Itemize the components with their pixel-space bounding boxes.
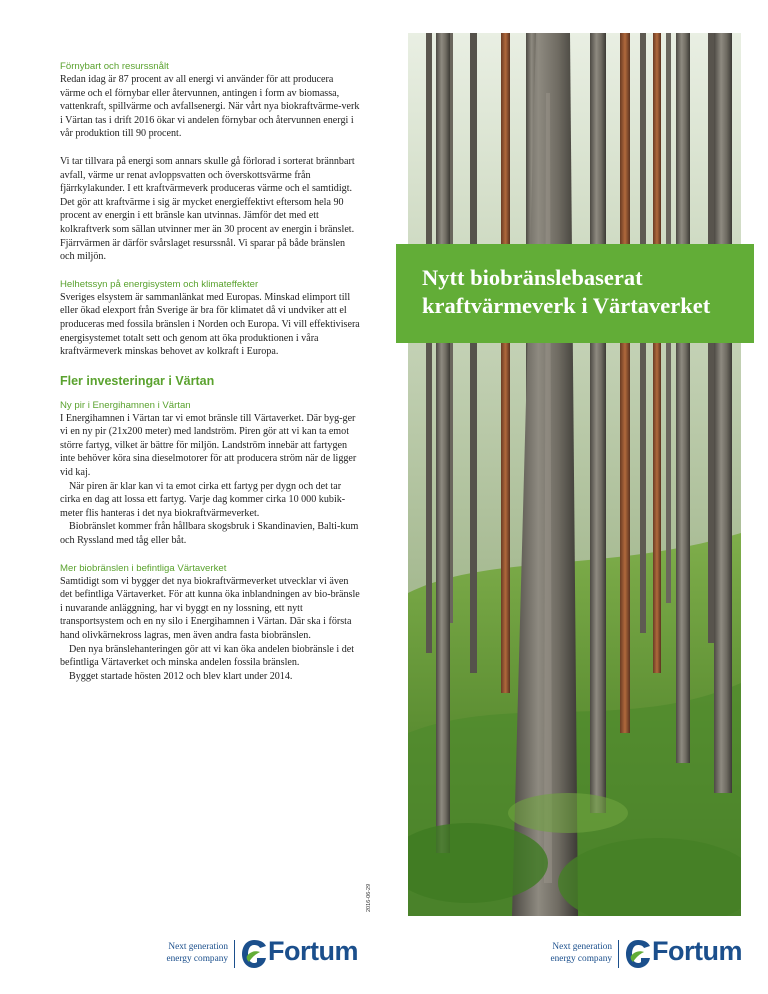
heading-fornybart: Förnybart och resurssnålt (60, 61, 169, 72)
logo-tagline (534, 941, 612, 965)
paragraph-mer-biobranslen-3: Bygget startade hösten 2012 och blev klart under 2014. (69, 670, 293, 682)
title-band (396, 244, 754, 343)
logo-divider (618, 940, 619, 968)
paragraph-ny-pir-1: I Energihamnen i Värtan tar vi emot bränsle till Värtaverket. Där byg-ger vi en ny pir (21x200 meter) med landström. Piren gör att vi kan ta emot större fartyg, vilket är bättre för miljön. Landström innebär att fartygen inte behöver köra sina dieselmotorer för att producera ström när de ligger vid kaj. (60, 412, 357, 479)
fortum-wordmark: Fortum (652, 936, 742, 966)
tagline-line-2: energy company (166, 954, 228, 964)
section-title-investeringar: Fler investeringar i Värtan (60, 373, 215, 388)
paragraph-mer-biobranslen-1: Samtidigt som vi bygger det nya biokraftvärmeverket utvecklar vi även det befintliga Värtaverket. För att kunna öka inblandningen av bio-bränsle i nuvarande anläggning, har vi byggt en ny lossning, ett nytt transportsystem och en ny silo i Energihamnen i Värtan. Där ska i första hand olivkärnekross lagras, men även andra fasta biobränslen. (60, 575, 360, 641)
heading-ny-pir: Ny pir i Energihamnen i Värtan (60, 399, 191, 411)
logo-tagline (150, 941, 228, 965)
logo-divider (234, 940, 235, 968)
paragraph-ny-pir-2: När piren är klar kan vi ta emot cirka ett fartyg per dygn och det tar cirka en dag att lossa ett fartyg. Varje dag kommer cirka 10 000 kubik-meter flis hanteras i det nya biokraftvärmeverket. (60, 480, 346, 519)
heading-mer-biobranslen: Mer biobränslen i befintliga Värtaverket (60, 562, 227, 574)
tagline-line-1: Next generation (168, 942, 228, 952)
paragraph-mer-biobranslen-2: Den nya bränslehanteringen gör att vi kan öka andelen biobränsle i det befintliga Värtaverket och minska andelen fossila bränslen. (60, 643, 355, 669)
text-column (60, 60, 360, 683)
date-stamp: 2016-06-29 (366, 883, 372, 912)
paragraph-fornybart-2: Vi tar tillvara på energi som annars skulle gå förlorad i sorterat brännbart avfall, värme ur renat avloppsvatten och överskottsvärme från fjärrkylakunder. I ett kraftvärmeverk produceras värme och el samtidigt. Det gör att kraftvärme i sig är mycket energieffektivt eftersom hela 90 procent av energin i ett bränsle kan utvinnas. Jämför det med ett kolkraftverk som sällan utvinner mer än 30 procent av energin i bränslet. Fjärrvärmen är därför svårslaget resurssnål. Vi sparar på både bränslen och miljön. (60, 155, 355, 263)
forest-photo (408, 33, 741, 916)
fortum-logo-left (150, 938, 360, 972)
fortum-mark-icon (625, 938, 651, 970)
paragraph-fornybart-1: Redan idag är 87 procent av all energi vi använder för att producera värme och el förnybar eller återvunnen, antingen i form av biomassa, vattenkraft, spillvärme och avfallsenergi. När vårt nya biokraftvärme-verk i Värtan tas i drift 2016 ökar vi andelen förnybar och återvunnen energi i vår produktion till 90 procent. (60, 74, 360, 140)
fortum-logo-right (534, 938, 744, 972)
tagline-line-1: Next generation (552, 942, 612, 952)
forest-illustration (408, 33, 741, 916)
document-title: Nytt biobränslebaserat kraftvärmeverk i Värtaverket (422, 265, 711, 318)
heading-helhetssyn: Helhetssyn på energisystem och klimateffekter (60, 278, 259, 290)
fortum-mark-icon (241, 938, 267, 970)
tagline-line-2: energy company (550, 954, 612, 964)
paragraph-helhetssyn: Sveriges elsystem är sammanlänkat med Europas. Minskad elimport till eller ökad elexport från Sverige är bra för klimatet då vi undviker att el produceras med fossila bränslen i Norden och Europa. Vi vill effektivisera energisystemet totalt sett och genom att öka produktionen i våra kraftvärmeverk minskas behovet av kolkraft i Europa. (60, 291, 360, 358)
fortum-wordmark: Fortum (268, 936, 358, 966)
paragraph-ny-pir-3: Biobränslet kommer från hållbara skogsbruk i Skandinavien, Balti-kum och Ryssland med tåg eller båt. (60, 521, 359, 547)
